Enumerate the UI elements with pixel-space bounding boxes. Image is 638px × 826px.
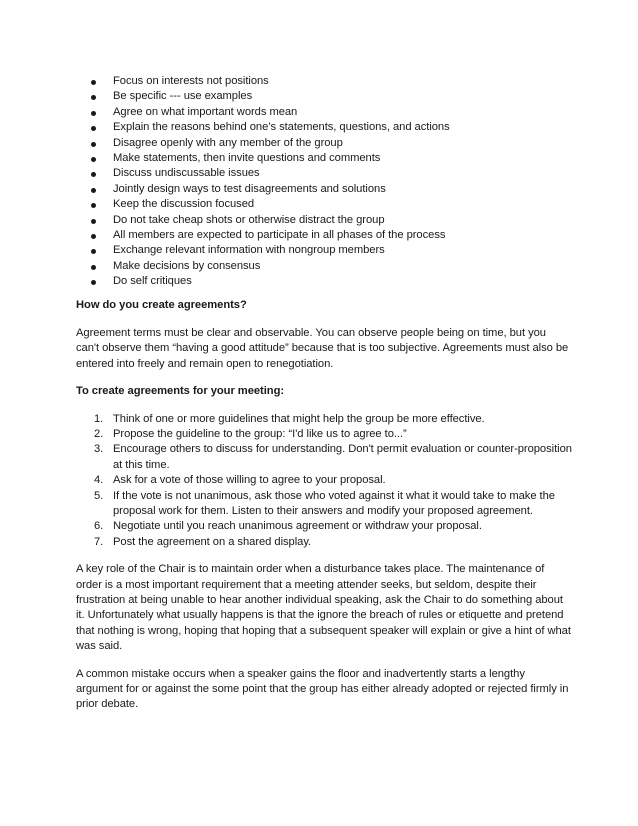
chair-paragraph: A key role of the Chair is to maintain order when a disturbance takes place. The maintenance of order is a most important requirement that a meeting attender seeks, but seldom, despite their frustration at being unable to hear another individual speaking, ask the Chair to do something about it. Unfortunately what usually happens is that the ignore the breach of rules or etiquette and pretend that nothing is wrong, hoping that hoping that a subsequent speaker will explain or give a hint of what was said. xyxy=(76,563,571,653)
bullet-text: Do not take cheap shots or otherwise distract the group xyxy=(113,213,385,226)
meeting-steps-list xyxy=(76,412,572,551)
bullet-icon xyxy=(91,188,96,193)
step-number: 2. xyxy=(94,427,104,440)
step-text: Ask for a vote of those willing to agree to your proposal. xyxy=(113,474,386,487)
bullet-icon xyxy=(91,142,96,147)
step-number: 7. xyxy=(94,535,104,548)
bullet-text: Explain the reasons behind one’s statements, questions, and actions xyxy=(113,121,450,134)
step-number: 3. xyxy=(94,443,104,456)
list-item xyxy=(76,259,572,274)
list-item xyxy=(76,105,572,120)
bullet-icon xyxy=(91,203,96,208)
bullet-icon xyxy=(91,280,96,285)
step-number: 4. xyxy=(94,474,104,487)
list-item xyxy=(76,228,572,243)
bullet-icon xyxy=(91,172,96,177)
bullet-text: Exchange relevant information with nongroup members xyxy=(113,244,385,257)
list-item xyxy=(76,213,572,228)
agreements-paragraph: Agreement terms must be clear and observable. You can observe people being on time, but you can't observe them “having a good attitude” because that is too subjective. Agreements must also be entered into freely and remain open to renegotiation. xyxy=(76,326,569,370)
agreements-heading: How do you create agreements? xyxy=(76,299,247,312)
list-item xyxy=(76,274,572,289)
bullet-icon xyxy=(91,157,96,162)
list-item xyxy=(76,197,572,212)
bullet-icon xyxy=(91,80,96,85)
bullet-text: Discuss undiscussable issues xyxy=(113,167,260,180)
list-item xyxy=(76,473,572,488)
list-item xyxy=(76,535,572,550)
step-text: If the vote is not unanimous, ask those who voted against it what it would take to make the proposal work for them. Listen to their answers and modify your proposed agreement. xyxy=(113,489,555,517)
step-text: Think of one or more guidelines that might help the group be more effective. xyxy=(113,412,485,425)
bullet-text: Make statements, then invite questions and comments xyxy=(113,151,381,164)
bullet-text: Focus on interests not positions xyxy=(113,75,269,87)
list-item xyxy=(76,74,572,89)
bullet-text: Agree on what important words mean xyxy=(113,105,298,118)
list-item xyxy=(76,166,572,181)
step-text: Post the agreement on a shared display. xyxy=(113,535,312,548)
bullet-text: Jointly design ways to test disagreements and solutions xyxy=(113,182,386,195)
list-item xyxy=(76,89,572,104)
bullet-text: Disagree openly with any member of the group xyxy=(113,136,343,149)
bullet-text: Be specific --- use examples xyxy=(113,90,253,103)
list-item xyxy=(76,412,572,427)
step-text: Negotiate until you reach unanimous agreement or withdraw your proposal. xyxy=(113,520,482,533)
list-item xyxy=(76,136,572,151)
list-item xyxy=(76,442,572,473)
step-text: Encourage others to discuss for understanding. Don't permit evaluation or counter-proposition at this time. xyxy=(113,443,572,471)
bullet-text: Keep the discussion focused xyxy=(113,198,255,211)
bullet-text: Make decisions by consensus xyxy=(113,259,261,272)
document-body xyxy=(76,74,572,713)
list-item xyxy=(76,489,572,520)
step-text: Propose the guideline to the group: “I'd like us to agree to...” xyxy=(113,427,407,440)
list-item xyxy=(76,120,572,135)
list-item xyxy=(76,243,572,258)
mistake-paragraph: A common mistake occurs when a speaker gains the floor and inadvertently starts a lengthy argument for or against the some point that the group has either already adopted or rejected firmly in prior debate. xyxy=(76,667,569,711)
list-item xyxy=(76,519,572,534)
list-item xyxy=(76,151,572,166)
step-number: 6. xyxy=(94,520,104,533)
bullet-icon xyxy=(91,111,96,116)
bullet-icon xyxy=(91,265,96,270)
list-item xyxy=(76,427,572,442)
bullet-icon xyxy=(91,249,96,254)
bullet-icon xyxy=(91,95,96,100)
bullet-icon xyxy=(91,126,96,131)
step-number: 1. xyxy=(94,412,104,425)
meeting-heading: To create agreements for your meeting: xyxy=(76,385,285,398)
guidelines-bullet-list xyxy=(76,74,572,289)
bullet-icon xyxy=(91,234,96,239)
step-number: 5. xyxy=(94,489,104,502)
list-item xyxy=(76,182,572,197)
bullet-icon xyxy=(91,219,96,224)
bullet-text: Do self critiques xyxy=(113,275,192,288)
bullet-text: All members are expected to participate in all phases of the process xyxy=(113,228,446,241)
